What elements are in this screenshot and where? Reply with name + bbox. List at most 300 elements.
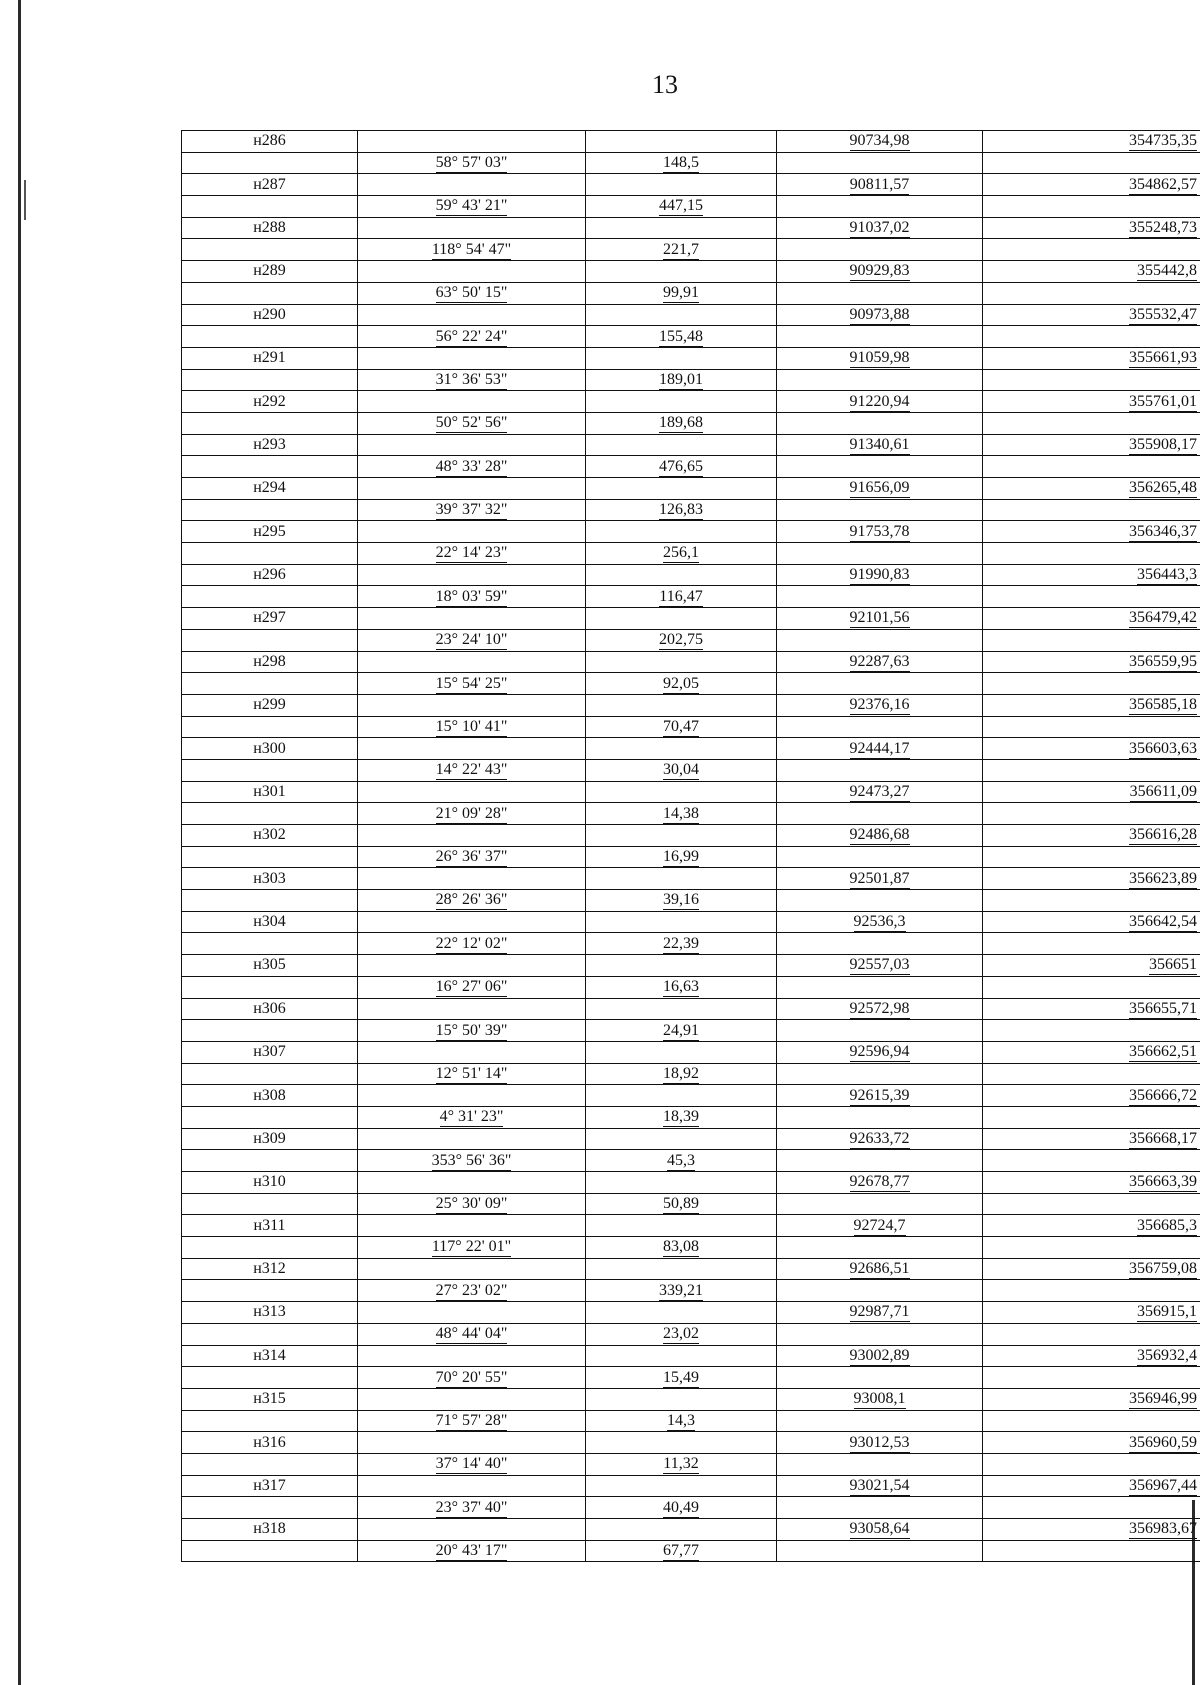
point-name-cell bbox=[182, 651, 358, 673]
point-name-cell bbox=[182, 759, 358, 781]
table-row-point bbox=[182, 781, 1200, 803]
table-row-point bbox=[182, 738, 1200, 760]
table-row-segment bbox=[182, 543, 1200, 565]
table-row-segment bbox=[182, 673, 1200, 695]
distance-value: 39,16 bbox=[663, 891, 699, 909]
point-name-value: н300 bbox=[253, 739, 286, 757]
x-coordinate-value: 92987,71 bbox=[849, 1303, 910, 1321]
x-coordinate-value: 92596,94 bbox=[849, 1043, 910, 1061]
x-coordinate-value: 93021,54 bbox=[849, 1476, 910, 1494]
direction-angle-value: 15° 50' 39" bbox=[435, 1021, 508, 1039]
point-name-cell bbox=[182, 1020, 358, 1042]
direction-angle-value: 27° 23' 02" bbox=[435, 1281, 508, 1299]
table-row-point bbox=[182, 998, 1200, 1020]
x-coordinate-cell bbox=[777, 716, 983, 738]
x-coordinate-value: 92376,16 bbox=[849, 696, 910, 714]
point-name-cell bbox=[182, 1193, 358, 1215]
point-name-value: н308 bbox=[253, 1086, 286, 1104]
y-coordinate-cell bbox=[983, 825, 1200, 847]
distance-cell bbox=[586, 434, 777, 456]
direction-angle-value: 56° 22' 24" bbox=[435, 327, 508, 345]
x-coordinate-cell bbox=[777, 825, 983, 847]
point-name-cell bbox=[182, 196, 358, 218]
direction-angle-cell bbox=[358, 976, 586, 998]
direction-angle-cell bbox=[358, 1172, 586, 1194]
x-coordinate-cell bbox=[777, 347, 983, 369]
distance-cell bbox=[586, 174, 777, 196]
y-coordinate-cell bbox=[983, 282, 1200, 304]
x-coordinate-value: 92287,63 bbox=[849, 652, 910, 670]
distance-cell bbox=[586, 998, 777, 1020]
distance-cell bbox=[586, 304, 777, 326]
direction-angle-value: 15° 10' 41" bbox=[435, 717, 508, 735]
x-coordinate-cell bbox=[777, 478, 983, 500]
y-coordinate-cell bbox=[983, 911, 1200, 933]
distance-value: 116,47 bbox=[659, 587, 703, 605]
distance-cell bbox=[586, 1540, 777, 1562]
y-coordinate-value: 355248,73 bbox=[1129, 219, 1197, 237]
point-name-cell bbox=[182, 933, 358, 955]
x-coordinate-value: 90811,57 bbox=[849, 175, 910, 193]
table-row-point bbox=[182, 304, 1200, 326]
x-coordinate-value: 92615,39 bbox=[849, 1086, 910, 1104]
x-coordinate-cell bbox=[777, 282, 983, 304]
direction-angle-value: 14° 22' 43" bbox=[435, 761, 508, 779]
distance-value: 126,83 bbox=[659, 501, 703, 519]
x-coordinate-cell bbox=[777, 1519, 983, 1541]
x-coordinate-cell bbox=[777, 369, 983, 391]
direction-angle-value: 48° 33' 28" bbox=[435, 457, 508, 475]
distance-cell bbox=[586, 1172, 777, 1194]
direction-angle-cell bbox=[358, 326, 586, 348]
table-row-point bbox=[182, 1172, 1200, 1194]
x-coordinate-cell bbox=[777, 391, 983, 413]
y-coordinate-cell bbox=[983, 716, 1200, 738]
distance-value: 99,91 bbox=[663, 284, 699, 302]
y-coordinate-value: 356443,3 bbox=[1137, 566, 1197, 584]
point-name-cell bbox=[182, 1367, 358, 1389]
point-name-cell bbox=[182, 1041, 358, 1063]
direction-angle-cell bbox=[358, 1237, 586, 1259]
x-coordinate-value: 91059,98 bbox=[849, 349, 910, 367]
table-row-segment bbox=[182, 1280, 1200, 1302]
x-coordinate-cell bbox=[777, 1063, 983, 1085]
table-row-segment bbox=[182, 1323, 1200, 1345]
point-name-cell bbox=[182, 738, 358, 760]
point-name-value: н290 bbox=[253, 305, 286, 323]
distance-cell bbox=[586, 673, 777, 695]
direction-angle-cell bbox=[358, 564, 586, 586]
point-name-cell bbox=[182, 391, 358, 413]
x-coordinate-cell bbox=[777, 1237, 983, 1259]
x-coordinate-cell bbox=[777, 586, 983, 608]
coordinates-table bbox=[181, 130, 1200, 1562]
direction-angle-value: 15° 54' 25" bbox=[435, 674, 508, 692]
table-row-point bbox=[182, 608, 1200, 630]
y-coordinate-value: 356960,59 bbox=[1129, 1433, 1197, 1451]
x-coordinate-cell bbox=[777, 933, 983, 955]
distance-cell bbox=[586, 1150, 777, 1172]
distance-value: 18,92 bbox=[663, 1064, 699, 1082]
distance-cell bbox=[586, 456, 777, 478]
distance-value: 40,49 bbox=[663, 1498, 699, 1516]
y-coordinate-cell bbox=[983, 499, 1200, 521]
direction-angle-cell bbox=[358, 1475, 586, 1497]
x-coordinate-cell bbox=[777, 131, 983, 153]
direction-angle-value: 20° 43' 17" bbox=[435, 1542, 508, 1560]
y-coordinate-cell bbox=[983, 803, 1200, 825]
distance-cell bbox=[586, 326, 777, 348]
table-row-point bbox=[182, 1432, 1200, 1454]
x-coordinate-cell bbox=[777, 1540, 983, 1562]
direction-angle-cell bbox=[358, 868, 586, 890]
distance-cell bbox=[586, 369, 777, 391]
y-coordinate-value: 356932,4 bbox=[1137, 1346, 1197, 1364]
y-coordinate-cell bbox=[983, 1215, 1200, 1237]
table-row-point bbox=[182, 1388, 1200, 1410]
table-row-segment bbox=[182, 239, 1200, 261]
distance-cell bbox=[586, 890, 777, 912]
point-name-value: н293 bbox=[253, 435, 286, 453]
direction-angle-cell bbox=[358, 1041, 586, 1063]
y-coordinate-value: 356666,72 bbox=[1129, 1086, 1197, 1104]
direction-angle-cell bbox=[358, 391, 586, 413]
x-coordinate-cell bbox=[777, 152, 983, 174]
point-name-value: н289 bbox=[253, 262, 286, 280]
table-row-segment bbox=[182, 846, 1200, 868]
x-coordinate-value: 91037,02 bbox=[849, 219, 910, 237]
direction-angle-cell bbox=[358, 1150, 586, 1172]
table-row-point bbox=[182, 1041, 1200, 1063]
point-name-value: н316 bbox=[253, 1433, 286, 1451]
y-coordinate-cell bbox=[983, 478, 1200, 500]
y-coordinate-value: 356623,89 bbox=[1129, 869, 1197, 887]
point-name-value: н313 bbox=[253, 1303, 286, 1321]
y-coordinate-value: 356915,1 bbox=[1137, 1303, 1197, 1321]
x-coordinate-cell bbox=[777, 976, 983, 998]
distance-cell bbox=[586, 152, 777, 174]
x-coordinate-value: 91340,61 bbox=[849, 435, 910, 453]
y-coordinate-cell bbox=[983, 868, 1200, 890]
y-coordinate-value: 356265,48 bbox=[1129, 479, 1197, 497]
table-row-segment bbox=[182, 1020, 1200, 1042]
table-row-point bbox=[182, 391, 1200, 413]
point-name-cell bbox=[182, 716, 358, 738]
distance-value: 189,68 bbox=[659, 414, 703, 432]
x-coordinate-cell bbox=[777, 304, 983, 326]
x-coordinate-value: 90929,83 bbox=[849, 262, 910, 280]
direction-angle-cell bbox=[358, 369, 586, 391]
direction-angle-value: 39° 37' 32" bbox=[435, 501, 508, 519]
direction-angle-cell bbox=[358, 781, 586, 803]
x-coordinate-cell bbox=[777, 434, 983, 456]
y-coordinate-cell bbox=[983, 1237, 1200, 1259]
distance-cell bbox=[586, 564, 777, 586]
distance-value: 23,02 bbox=[663, 1325, 699, 1343]
y-coordinate-cell bbox=[983, 846, 1200, 868]
point-name-cell bbox=[182, 803, 358, 825]
x-coordinate-cell bbox=[777, 564, 983, 586]
y-coordinate-cell bbox=[983, 347, 1200, 369]
point-name-cell bbox=[182, 1453, 358, 1475]
distance-cell bbox=[586, 1519, 777, 1541]
table-row-segment bbox=[182, 1453, 1200, 1475]
x-coordinate-cell bbox=[777, 629, 983, 651]
x-coordinate-cell bbox=[777, 911, 983, 933]
x-coordinate-value: 93008,1 bbox=[853, 1390, 906, 1408]
direction-angle-cell bbox=[358, 608, 586, 630]
distance-cell bbox=[586, 1237, 777, 1259]
direction-angle-value: 25° 30' 09" bbox=[435, 1195, 508, 1213]
y-coordinate-cell bbox=[983, 412, 1200, 434]
point-name-cell bbox=[182, 217, 358, 239]
direction-angle-value: 118° 54' 47" bbox=[431, 240, 512, 258]
x-coordinate-value: 92536,3 bbox=[853, 913, 906, 931]
distance-value: 24,91 bbox=[663, 1021, 699, 1039]
direction-angle-value: 22° 14' 23" bbox=[435, 544, 508, 562]
point-name-value: н286 bbox=[253, 132, 286, 150]
table-row-point bbox=[182, 694, 1200, 716]
y-coordinate-value: 355908,17 bbox=[1129, 435, 1197, 453]
direction-angle-cell bbox=[358, 586, 586, 608]
y-coordinate-cell bbox=[983, 998, 1200, 1020]
y-coordinate-cell bbox=[983, 1540, 1200, 1562]
x-coordinate-cell bbox=[777, 998, 983, 1020]
x-coordinate-cell bbox=[777, 1410, 983, 1432]
point-name-cell bbox=[182, 586, 358, 608]
y-coordinate-value: 356663,39 bbox=[1129, 1173, 1197, 1191]
x-coordinate-cell bbox=[777, 1193, 983, 1215]
table-row-segment bbox=[182, 586, 1200, 608]
x-coordinate-cell bbox=[777, 412, 983, 434]
distance-cell bbox=[586, 976, 777, 998]
y-coordinate-value: 356759,08 bbox=[1129, 1260, 1197, 1278]
direction-angle-cell bbox=[358, 499, 586, 521]
direction-angle-cell bbox=[358, 282, 586, 304]
x-coordinate-value: 92473,27 bbox=[849, 782, 910, 800]
point-name-value: н294 bbox=[253, 479, 286, 497]
distance-cell bbox=[586, 629, 777, 651]
y-coordinate-cell bbox=[983, 651, 1200, 673]
point-name-cell bbox=[182, 608, 358, 630]
distance-value: 83,08 bbox=[663, 1238, 699, 1256]
point-name-cell bbox=[182, 694, 358, 716]
point-name-value: н305 bbox=[253, 956, 286, 974]
x-coordinate-cell bbox=[777, 326, 983, 348]
point-name-cell bbox=[182, 1388, 358, 1410]
point-name-cell bbox=[182, 543, 358, 565]
table-row-segment bbox=[182, 196, 1200, 218]
distance-value: 92,05 bbox=[663, 674, 699, 692]
x-coordinate-cell bbox=[777, 955, 983, 977]
y-coordinate-cell bbox=[983, 1475, 1200, 1497]
table-row-point bbox=[182, 434, 1200, 456]
distance-cell bbox=[586, 196, 777, 218]
direction-angle-cell bbox=[358, 890, 586, 912]
direction-angle-cell bbox=[358, 196, 586, 218]
y-coordinate-cell bbox=[983, 1280, 1200, 1302]
direction-angle-cell bbox=[358, 933, 586, 955]
x-coordinate-cell bbox=[777, 174, 983, 196]
direction-angle-cell bbox=[358, 759, 586, 781]
y-coordinate-value: 356967,44 bbox=[1129, 1476, 1197, 1494]
point-name-cell bbox=[182, 456, 358, 478]
distance-value: 476,65 bbox=[659, 457, 703, 475]
x-coordinate-cell bbox=[777, 651, 983, 673]
y-coordinate-cell bbox=[983, 629, 1200, 651]
point-name-cell bbox=[182, 478, 358, 500]
y-coordinate-value: 355442,8 bbox=[1137, 262, 1197, 280]
x-coordinate-value: 91753,78 bbox=[849, 522, 910, 540]
x-coordinate-cell bbox=[777, 1085, 983, 1107]
point-name-value: н311 bbox=[253, 1216, 286, 1234]
direction-angle-cell bbox=[358, 1020, 586, 1042]
y-coordinate-cell bbox=[983, 196, 1200, 218]
point-name-value: н318 bbox=[253, 1520, 286, 1538]
point-name-cell bbox=[182, 629, 358, 651]
y-coordinate-cell bbox=[983, 1302, 1200, 1324]
point-name-cell bbox=[182, 304, 358, 326]
x-coordinate-cell bbox=[777, 673, 983, 695]
y-coordinate-cell bbox=[983, 955, 1200, 977]
point-name-value: н298 bbox=[253, 652, 286, 670]
y-coordinate-cell bbox=[983, 239, 1200, 261]
direction-angle-cell bbox=[358, 803, 586, 825]
y-coordinate-value: 356479,42 bbox=[1129, 609, 1197, 627]
y-coordinate-value: 356603,63 bbox=[1129, 739, 1197, 757]
point-name-value: н312 bbox=[253, 1260, 286, 1278]
direction-angle-cell bbox=[358, 1258, 586, 1280]
y-coordinate-cell bbox=[983, 759, 1200, 781]
direction-angle-value: 50° 52' 56" bbox=[435, 414, 508, 432]
direction-angle-cell bbox=[358, 1410, 586, 1432]
distance-cell bbox=[586, 1193, 777, 1215]
point-name-cell bbox=[182, 1150, 358, 1172]
distance-cell bbox=[586, 1128, 777, 1150]
y-coordinate-value: 356662,51 bbox=[1129, 1043, 1197, 1061]
y-coordinate-cell bbox=[983, 1432, 1200, 1454]
direction-angle-cell bbox=[358, 217, 586, 239]
point-name-cell bbox=[182, 499, 358, 521]
x-coordinate-value: 93058,64 bbox=[849, 1520, 910, 1538]
y-coordinate-value: 356685,3 bbox=[1137, 1216, 1197, 1234]
x-coordinate-cell bbox=[777, 1128, 983, 1150]
point-name-cell bbox=[182, 890, 358, 912]
x-coordinate-cell bbox=[777, 456, 983, 478]
point-name-cell bbox=[182, 673, 358, 695]
x-coordinate-cell bbox=[777, 868, 983, 890]
point-name-value: н314 bbox=[253, 1346, 286, 1364]
direction-angle-cell bbox=[358, 1193, 586, 1215]
table-row-segment bbox=[182, 1410, 1200, 1432]
distance-cell bbox=[586, 282, 777, 304]
x-coordinate-cell bbox=[777, 521, 983, 543]
x-coordinate-value: 92444,17 bbox=[849, 739, 910, 757]
page-number: 13 bbox=[652, 70, 678, 99]
point-name-cell bbox=[182, 1258, 358, 1280]
point-name-cell bbox=[182, 1280, 358, 1302]
y-coordinate-cell bbox=[983, 391, 1200, 413]
direction-angle-value: 12° 51' 14" bbox=[435, 1064, 508, 1082]
y-coordinate-value: 356983,67 bbox=[1129, 1520, 1197, 1538]
point-name-value: н310 bbox=[253, 1173, 286, 1191]
direction-angle-cell bbox=[358, 1540, 586, 1562]
y-coordinate-cell bbox=[983, 933, 1200, 955]
x-coordinate-value: 90734,98 bbox=[849, 132, 910, 150]
direction-angle-value: 26° 36' 37" bbox=[435, 848, 508, 866]
y-coordinate-cell bbox=[983, 1519, 1200, 1541]
direction-angle-cell bbox=[358, 261, 586, 283]
x-coordinate-cell bbox=[777, 1302, 983, 1324]
direction-angle-cell bbox=[358, 1519, 586, 1541]
point-name-cell bbox=[182, 412, 358, 434]
distance-cell bbox=[586, 1085, 777, 1107]
direction-angle-value: 71° 57' 28" bbox=[435, 1411, 508, 1429]
distance-cell bbox=[586, 651, 777, 673]
y-coordinate-value: 356946,99 bbox=[1129, 1390, 1197, 1408]
x-coordinate-cell bbox=[777, 196, 983, 218]
distance-cell bbox=[586, 261, 777, 283]
point-name-cell bbox=[182, 1085, 358, 1107]
table-row-point bbox=[182, 347, 1200, 369]
distance-cell bbox=[586, 868, 777, 890]
direction-angle-cell bbox=[358, 152, 586, 174]
direction-angle-cell bbox=[358, 1302, 586, 1324]
y-coordinate-value: 356642,54 bbox=[1129, 913, 1197, 931]
table-row-segment bbox=[182, 1497, 1200, 1519]
point-name-cell bbox=[182, 1540, 358, 1562]
table-row-point bbox=[182, 1475, 1200, 1497]
y-coordinate-cell bbox=[983, 673, 1200, 695]
scan-mark-left bbox=[24, 180, 26, 220]
point-name-cell bbox=[182, 825, 358, 847]
x-coordinate-cell bbox=[777, 217, 983, 239]
point-name-cell bbox=[182, 564, 358, 586]
point-name-cell bbox=[182, 347, 358, 369]
table-row-segment bbox=[182, 1063, 1200, 1085]
distance-cell bbox=[586, 499, 777, 521]
distance-cell bbox=[586, 1475, 777, 1497]
y-coordinate-cell bbox=[983, 781, 1200, 803]
y-coordinate-cell bbox=[983, 1172, 1200, 1194]
y-coordinate-value: 356651 bbox=[1149, 956, 1197, 974]
y-coordinate-cell bbox=[983, 131, 1200, 153]
x-coordinate-value: 90973,88 bbox=[849, 305, 910, 323]
distance-cell bbox=[586, 608, 777, 630]
y-coordinate-cell bbox=[983, 1150, 1200, 1172]
point-name-value: н288 bbox=[253, 219, 286, 237]
point-name-cell bbox=[182, 282, 358, 304]
x-coordinate-cell bbox=[777, 1106, 983, 1128]
x-coordinate-value: 93012,53 bbox=[849, 1433, 910, 1451]
point-name-cell bbox=[182, 1237, 358, 1259]
point-name-cell bbox=[182, 1172, 358, 1194]
distance-cell bbox=[586, 1345, 777, 1367]
y-coordinate-cell bbox=[983, 152, 1200, 174]
table-row-point bbox=[182, 911, 1200, 933]
direction-angle-cell bbox=[358, 716, 586, 738]
distance-value: 256,1 bbox=[663, 544, 699, 562]
table-row-point bbox=[182, 521, 1200, 543]
table-row-segment bbox=[182, 152, 1200, 174]
y-coordinate-value: 355761,01 bbox=[1129, 392, 1197, 410]
direction-angle-cell bbox=[358, 521, 586, 543]
x-coordinate-cell bbox=[777, 239, 983, 261]
distance-cell bbox=[586, 1020, 777, 1042]
table-row-point bbox=[182, 1258, 1200, 1280]
x-coordinate-cell bbox=[777, 1020, 983, 1042]
distance-cell bbox=[586, 1302, 777, 1324]
